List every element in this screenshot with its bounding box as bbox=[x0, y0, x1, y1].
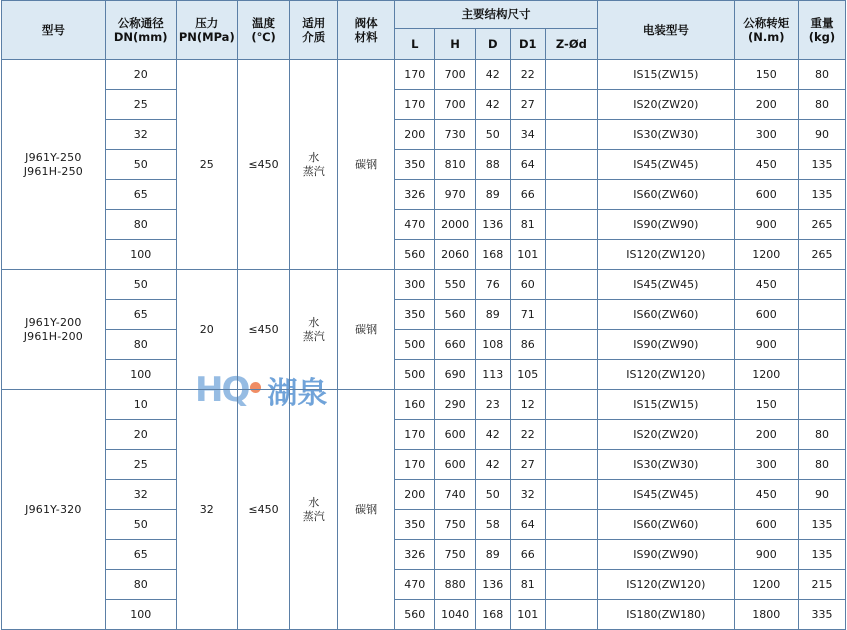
cell-dn: 100 bbox=[105, 600, 176, 630]
cell-dim-l: 170 bbox=[395, 90, 435, 120]
cell-dn: 25 bbox=[105, 450, 176, 480]
cell-torque: 450 bbox=[734, 480, 798, 510]
cell-dim-d: 42 bbox=[475, 60, 510, 90]
cell-dim-h: 750 bbox=[435, 540, 475, 570]
col-header-temperature-line1: 温度 bbox=[252, 15, 276, 30]
cell-actuator: IS90(ZW90) bbox=[598, 330, 734, 360]
cell-weight: 80 bbox=[798, 60, 845, 90]
col-header-weight-line1: 重量 bbox=[810, 15, 834, 30]
cell-media-line1: 水 bbox=[308, 150, 320, 164]
table-row bbox=[2, 330, 846, 360]
cell-actuator: IS15(ZW15) bbox=[598, 60, 734, 90]
cell-temperature: ≤450 bbox=[237, 390, 289, 630]
cell-actuator: IS120(ZW120) bbox=[598, 570, 734, 600]
cell-weight bbox=[798, 390, 845, 420]
cell-media-line1: 水 bbox=[308, 495, 320, 509]
cell-torque: 1200 bbox=[734, 570, 798, 600]
cell-dim-h: 1040 bbox=[435, 600, 475, 630]
cell-dim-l: 560 bbox=[395, 600, 435, 630]
col-header-temperature bbox=[237, 1, 289, 60]
cell-dim-d1: 27 bbox=[510, 450, 545, 480]
cell-dn: 32 bbox=[105, 480, 176, 510]
cell-dim-h: 880 bbox=[435, 570, 475, 600]
cell-media bbox=[290, 270, 338, 390]
cell-weight bbox=[798, 300, 845, 330]
cell-actuator: IS120(ZW120) bbox=[598, 360, 734, 390]
cell-actuator: IS120(ZW120) bbox=[598, 240, 734, 270]
table-row bbox=[2, 180, 846, 210]
cell-dim-h: 2060 bbox=[435, 240, 475, 270]
cell-dim-l: 200 bbox=[395, 480, 435, 510]
cell-dim-d: 88 bbox=[475, 150, 510, 180]
cell-dim-d1: 81 bbox=[510, 570, 545, 600]
col-header-dim-zod: Z-Ød bbox=[545, 29, 597, 60]
cell-dim-d: 89 bbox=[475, 540, 510, 570]
cell-material: 碳钢 bbox=[338, 60, 395, 270]
cell-dim-l: 500 bbox=[395, 330, 435, 360]
table-row bbox=[2, 600, 846, 630]
cell-dim-zod bbox=[545, 510, 597, 540]
cell-pressure: 32 bbox=[176, 390, 237, 630]
table-header bbox=[2, 1, 846, 60]
cell-actuator: IS90(ZW90) bbox=[598, 540, 734, 570]
cell-dim-zod bbox=[545, 150, 597, 180]
cell-model bbox=[2, 390, 106, 630]
watermark-logo-latin: HQ bbox=[195, 370, 249, 410]
cell-actuator: IS90(ZW90) bbox=[598, 210, 734, 240]
table-row bbox=[2, 390, 846, 420]
cell-dim-d1: 71 bbox=[510, 300, 545, 330]
cell-torque: 600 bbox=[734, 180, 798, 210]
cell-dim-d: 23 bbox=[475, 390, 510, 420]
table-row bbox=[2, 450, 846, 480]
cell-dim-d1: 64 bbox=[510, 150, 545, 180]
col-header-torque bbox=[734, 1, 798, 60]
cell-dim-zod bbox=[545, 270, 597, 300]
col-header-media-line2: 介质 bbox=[302, 30, 326, 44]
cell-model-line2: J961H-200 bbox=[23, 329, 83, 343]
cell-model bbox=[2, 270, 106, 390]
cell-dim-l: 200 bbox=[395, 120, 435, 150]
col-header-weight-line2: (kg) bbox=[808, 30, 836, 44]
cell-dn: 80 bbox=[105, 570, 176, 600]
cell-dim-d: 168 bbox=[475, 600, 510, 630]
cell-torque: 300 bbox=[734, 120, 798, 150]
cell-dn: 100 bbox=[105, 360, 176, 390]
cell-dim-l: 350 bbox=[395, 300, 435, 330]
table-row bbox=[2, 240, 846, 270]
cell-dim-d: 113 bbox=[475, 360, 510, 390]
cell-dn: 100 bbox=[105, 240, 176, 270]
cell-weight bbox=[798, 270, 845, 300]
cell-weight bbox=[798, 330, 845, 360]
cell-dn: 20 bbox=[105, 420, 176, 450]
cell-dim-h: 970 bbox=[435, 180, 475, 210]
cell-dim-l: 350 bbox=[395, 150, 435, 180]
cell-dim-zod bbox=[545, 480, 597, 510]
cell-actuator: IS60(ZW60) bbox=[598, 180, 734, 210]
cell-dim-zod bbox=[545, 330, 597, 360]
cell-dim-d1: 81 bbox=[510, 210, 545, 240]
cell-dim-d: 89 bbox=[475, 180, 510, 210]
valve-specification-table bbox=[1, 0, 846, 630]
cell-weight: 135 bbox=[798, 150, 845, 180]
col-header-temperature-line2: (℃) bbox=[251, 30, 276, 44]
cell-media-line2: 蒸汽 bbox=[302, 329, 325, 343]
cell-torque: 600 bbox=[734, 510, 798, 540]
cell-weight: 80 bbox=[798, 450, 845, 480]
cell-dim-zod bbox=[545, 450, 597, 480]
cell-actuator: IS20(ZW20) bbox=[598, 420, 734, 450]
cell-media bbox=[290, 390, 338, 630]
cell-torque: 150 bbox=[734, 390, 798, 420]
cell-model-line1: J961Y-200 bbox=[25, 315, 82, 329]
cell-dim-l: 326 bbox=[395, 180, 435, 210]
cell-dim-zod bbox=[545, 390, 597, 420]
cell-dim-d1: 64 bbox=[510, 510, 545, 540]
col-header-dim-d: D bbox=[475, 29, 510, 60]
table-row bbox=[2, 150, 846, 180]
cell-dn: 80 bbox=[105, 210, 176, 240]
cell-dim-l: 170 bbox=[395, 420, 435, 450]
cell-dim-l: 170 bbox=[395, 450, 435, 480]
cell-dim-zod bbox=[545, 90, 597, 120]
cell-weight: 80 bbox=[798, 90, 845, 120]
cell-dim-l: 500 bbox=[395, 360, 435, 390]
cell-torque: 900 bbox=[734, 330, 798, 360]
cell-dim-d1: 60 bbox=[510, 270, 545, 300]
cell-torque: 200 bbox=[734, 90, 798, 120]
col-header-pressure-line2: PN(MPa) bbox=[178, 30, 235, 44]
col-header-dn-line2: DN(mm) bbox=[113, 30, 168, 44]
cell-actuator: IS15(ZW15) bbox=[598, 390, 734, 420]
cell-dim-d: 42 bbox=[475, 420, 510, 450]
table-row bbox=[2, 570, 846, 600]
cell-media-line1: 水 bbox=[308, 315, 320, 329]
cell-torque: 1200 bbox=[734, 360, 798, 390]
cell-dim-d: 89 bbox=[475, 300, 510, 330]
cell-dim-zod bbox=[545, 570, 597, 600]
cell-dim-l: 470 bbox=[395, 570, 435, 600]
table-row bbox=[2, 90, 846, 120]
cell-dim-h: 550 bbox=[435, 270, 475, 300]
cell-weight: 335 bbox=[798, 600, 845, 630]
cell-dim-d: 136 bbox=[475, 210, 510, 240]
cell-dim-d: 42 bbox=[475, 450, 510, 480]
cell-model-line2: J961H-250 bbox=[23, 164, 83, 178]
col-header-weight bbox=[798, 1, 845, 60]
cell-actuator: IS60(ZW60) bbox=[598, 510, 734, 540]
col-header-actuator: 电装型号 bbox=[598, 1, 734, 60]
cell-dn: 10 bbox=[105, 390, 176, 420]
cell-torque: 600 bbox=[734, 300, 798, 330]
cell-torque: 300 bbox=[734, 450, 798, 480]
cell-weight: 90 bbox=[798, 120, 845, 150]
cell-model bbox=[2, 60, 106, 270]
col-header-material-line2: 材料 bbox=[354, 30, 378, 44]
cell-torque: 450 bbox=[734, 150, 798, 180]
cell-dim-d1: 86 bbox=[510, 330, 545, 360]
cell-dim-d1: 22 bbox=[510, 60, 545, 90]
cell-material: 碳钢 bbox=[338, 390, 395, 630]
table-row bbox=[2, 300, 846, 330]
col-header-torque-line1: 公称转矩 bbox=[743, 15, 790, 30]
cell-dn: 20 bbox=[105, 60, 176, 90]
cell-dim-d: 58 bbox=[475, 510, 510, 540]
cell-actuator: IS30(ZW30) bbox=[598, 120, 734, 150]
table-row bbox=[2, 120, 846, 150]
cell-pressure: 25 bbox=[176, 60, 237, 270]
cell-dim-zod bbox=[545, 210, 597, 240]
cell-weight: 135 bbox=[798, 540, 845, 570]
cell-dim-zod bbox=[545, 240, 597, 270]
cell-dim-zod bbox=[545, 540, 597, 570]
cell-weight: 135 bbox=[798, 180, 845, 210]
cell-dim-d1: 12 bbox=[510, 390, 545, 420]
cell-dim-d1: 105 bbox=[510, 360, 545, 390]
cell-dim-d1: 27 bbox=[510, 90, 545, 120]
cell-dim-d: 42 bbox=[475, 90, 510, 120]
cell-media-line2: 蒸汽 bbox=[302, 509, 325, 523]
col-header-dim-l: L bbox=[395, 29, 435, 60]
col-header-material bbox=[338, 1, 395, 60]
cell-weight: 90 bbox=[798, 480, 845, 510]
cell-dn: 50 bbox=[105, 510, 176, 540]
cell-material: 碳钢 bbox=[338, 270, 395, 390]
cell-dim-d1: 22 bbox=[510, 420, 545, 450]
cell-dim-l: 160 bbox=[395, 390, 435, 420]
cell-media-line2: 蒸汽 bbox=[302, 164, 325, 178]
cell-dim-l: 170 bbox=[395, 60, 435, 90]
cell-weight: 215 bbox=[798, 570, 845, 600]
cell-media bbox=[290, 60, 338, 270]
cell-dn: 25 bbox=[105, 90, 176, 120]
table-row bbox=[2, 210, 846, 240]
cell-actuator: IS45(ZW45) bbox=[598, 150, 734, 180]
cell-model-line1: J961Y-320 bbox=[25, 502, 82, 516]
cell-actuator: IS20(ZW20) bbox=[598, 90, 734, 120]
cell-dim-zod bbox=[545, 600, 597, 630]
cell-dim-h: 2000 bbox=[435, 210, 475, 240]
cell-pressure: 20 bbox=[176, 270, 237, 390]
cell-weight bbox=[798, 360, 845, 390]
cell-dim-zod bbox=[545, 120, 597, 150]
cell-dim-d: 50 bbox=[475, 480, 510, 510]
cell-dim-zod bbox=[545, 420, 597, 450]
cell-dn: 50 bbox=[105, 150, 176, 180]
table-row bbox=[2, 540, 846, 570]
table-row bbox=[2, 360, 846, 390]
cell-dim-h: 290 bbox=[435, 390, 475, 420]
cell-dim-d1: 101 bbox=[510, 240, 545, 270]
col-header-torque-line2: (N.m) bbox=[748, 30, 785, 44]
cell-weight: 265 bbox=[798, 240, 845, 270]
cell-temperature: ≤450 bbox=[237, 270, 289, 390]
table-row bbox=[2, 60, 846, 90]
cell-actuator: IS45(ZW45) bbox=[598, 270, 734, 300]
col-header-dim-d1: D1 bbox=[510, 29, 545, 60]
table-header-row-1 bbox=[2, 1, 846, 29]
cell-dim-d1: 101 bbox=[510, 600, 545, 630]
cell-dim-h: 700 bbox=[435, 60, 475, 90]
cell-torque: 1200 bbox=[734, 240, 798, 270]
col-header-dn bbox=[105, 1, 176, 60]
col-header-main-dimensions: 主要结构尺寸 bbox=[395, 1, 598, 29]
cell-torque: 900 bbox=[734, 540, 798, 570]
col-header-pressure bbox=[176, 1, 237, 60]
cell-dim-h: 560 bbox=[435, 300, 475, 330]
col-header-media-line1: 适用 bbox=[302, 15, 326, 30]
cell-dim-h: 810 bbox=[435, 150, 475, 180]
cell-dim-zod bbox=[545, 360, 597, 390]
cell-torque: 1800 bbox=[734, 600, 798, 630]
cell-actuator: IS60(ZW60) bbox=[598, 300, 734, 330]
cell-dim-l: 350 bbox=[395, 510, 435, 540]
cell-torque: 150 bbox=[734, 60, 798, 90]
cell-dim-h: 690 bbox=[435, 360, 475, 390]
table-body bbox=[2, 60, 846, 630]
cell-actuator: IS45(ZW45) bbox=[598, 480, 734, 510]
cell-dn: 65 bbox=[105, 300, 176, 330]
cell-model-line1: J961Y-250 bbox=[25, 150, 82, 164]
cell-dim-l: 560 bbox=[395, 240, 435, 270]
cell-dim-d: 168 bbox=[475, 240, 510, 270]
table-row bbox=[2, 420, 846, 450]
cell-weight: 80 bbox=[798, 420, 845, 450]
cell-dn: 65 bbox=[105, 180, 176, 210]
col-header-model: 型号 bbox=[2, 1, 106, 60]
cell-dim-l: 326 bbox=[395, 540, 435, 570]
cell-dim-h: 740 bbox=[435, 480, 475, 510]
cell-dim-d1: 66 bbox=[510, 180, 545, 210]
cell-dim-zod bbox=[545, 180, 597, 210]
table-row bbox=[2, 480, 846, 510]
watermark-logo-chinese: 湖泉 bbox=[267, 376, 328, 411]
cell-dim-h: 750 bbox=[435, 510, 475, 540]
cell-dim-d: 50 bbox=[475, 120, 510, 150]
cell-dim-d: 76 bbox=[475, 270, 510, 300]
col-header-dim-h: H bbox=[435, 29, 475, 60]
cell-dim-h: 730 bbox=[435, 120, 475, 150]
cell-torque: 450 bbox=[734, 270, 798, 300]
cell-dim-l: 300 bbox=[395, 270, 435, 300]
cell-dim-d: 136 bbox=[475, 570, 510, 600]
cell-actuator: IS180(ZW180) bbox=[598, 600, 734, 630]
cell-dim-zod bbox=[545, 60, 597, 90]
cell-dn: 65 bbox=[105, 540, 176, 570]
col-header-media bbox=[290, 1, 338, 60]
cell-dn: 50 bbox=[105, 270, 176, 300]
col-header-material-line1: 阀体 bbox=[354, 15, 378, 30]
cell-dim-d1: 34 bbox=[510, 120, 545, 150]
cell-dim-h: 660 bbox=[435, 330, 475, 360]
cell-torque: 900 bbox=[734, 210, 798, 240]
col-header-dn-line1: 公称通径 bbox=[117, 15, 164, 30]
cell-actuator: IS30(ZW30) bbox=[598, 450, 734, 480]
cell-weight: 265 bbox=[798, 210, 845, 240]
col-header-pressure-line1: 压力 bbox=[195, 15, 219, 30]
cell-temperature: ≤450 bbox=[237, 60, 289, 270]
cell-dn: 32 bbox=[105, 120, 176, 150]
cell-weight: 135 bbox=[798, 510, 845, 540]
cell-dn: 80 bbox=[105, 330, 176, 360]
cell-dim-d: 108 bbox=[475, 330, 510, 360]
cell-dim-d1: 32 bbox=[510, 480, 545, 510]
cell-torque: 200 bbox=[734, 420, 798, 450]
cell-dim-h: 700 bbox=[435, 90, 475, 120]
cell-dim-zod bbox=[545, 300, 597, 330]
cell-dim-d1: 66 bbox=[510, 540, 545, 570]
table-row bbox=[2, 510, 846, 540]
cell-dim-l: 470 bbox=[395, 210, 435, 240]
cell-dim-h: 600 bbox=[435, 450, 475, 480]
cell-dim-h: 600 bbox=[435, 420, 475, 450]
table-row bbox=[2, 270, 846, 300]
